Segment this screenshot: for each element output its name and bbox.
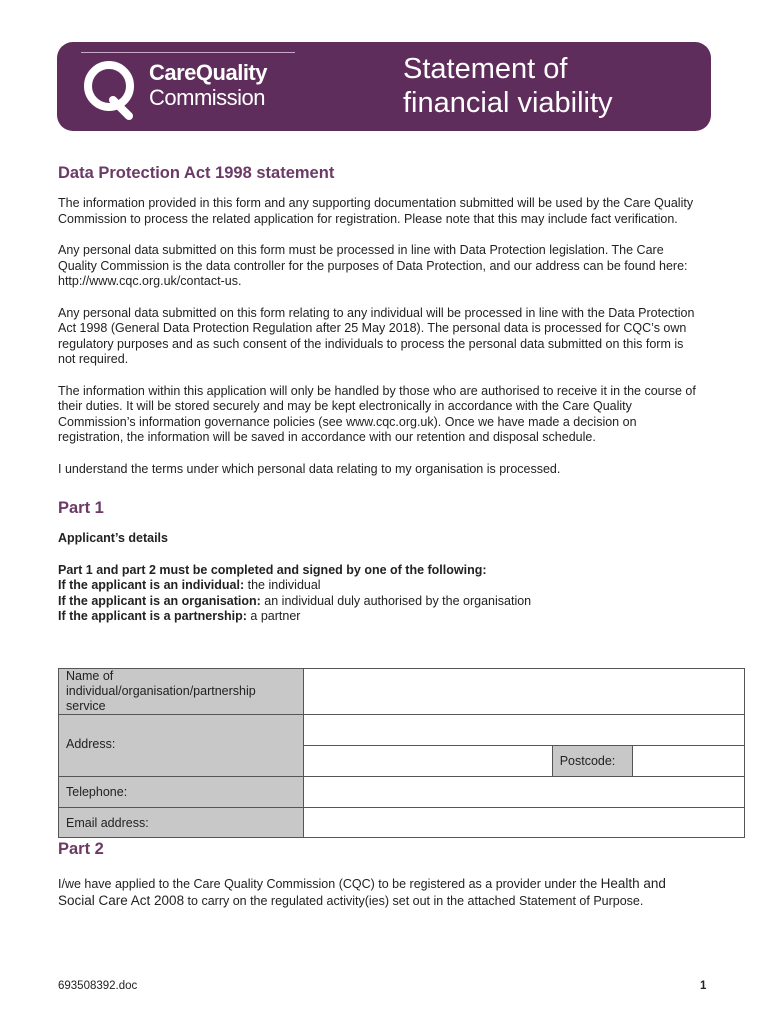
telephone-label: Telephone:: [59, 777, 304, 808]
rule-partnership-text: a partner: [246, 609, 301, 623]
applicant-details-subheading: Applicant’s details: [58, 531, 168, 545]
part-2-heading: Part 2: [58, 840, 104, 858]
part-2-text-after: to carry on the regulated activity(ies) set out in the attached Statement of Purpose.: [184, 893, 644, 908]
rule-individual-label: If the applicant is an individual:: [58, 578, 245, 592]
rule-partnership-label: If the applicant is a partnership:: [58, 609, 247, 623]
applicant-details-table: [58, 668, 745, 838]
rule-partnership: [58, 609, 698, 625]
logo-line-2: Commission: [149, 85, 266, 110]
header-banner: [57, 42, 711, 131]
footer-page-number: 1: [700, 980, 707, 992]
postcode-field[interactable]: [633, 746, 745, 777]
rule-organisation: [58, 594, 698, 610]
data-protection-heading: Data Protection Act 1998 statement: [58, 164, 335, 182]
data-protection-paragraph-2: Any personal data submitted on this form must be processed in line with Data Protection legislation. The Care Quality Commission is the data controller for the purposes of Data Protection, and our address can be found here: http://www.cqc.org.uk/contact-us.: [58, 243, 688, 288]
banner-rule: [81, 52, 295, 53]
address-label: Address:: [59, 715, 304, 777]
email-label: Email address:: [59, 808, 304, 838]
name-label: Name of individual/organisation/partnership service: [59, 669, 304, 715]
email-field[interactable]: [304, 808, 745, 838]
postcode-label: Postcode:: [552, 746, 633, 777]
part-1-instruction: Part 1 and part 2 must be completed and signed by one of the following:: [58, 562, 487, 577]
data-protection-paragraph-1: The information provided in this form and any supporting documentation submitted will be used by the Care Quality Commission to process the related application for registration. Please note that this may include fact verification.: [58, 196, 694, 226]
rule-individual-text: the individual: [244, 578, 321, 592]
rule-organisation-text: an individual duly authorised by the organisation: [260, 593, 532, 608]
part-2-statement: [58, 876, 698, 909]
document-title-line-2: financial viability: [403, 87, 613, 119]
part-1-heading: Part 1: [58, 499, 104, 517]
name-field[interactable]: [304, 669, 745, 715]
data-protection-paragraph-5: I understand the terms under which personal data relating to my organisation is processed.: [58, 461, 561, 476]
cqc-logo-wordmark: [149, 60, 267, 110]
cqc-logo-icon: [83, 56, 139, 120]
part-2-act-name: Health and Social Care Act 2008: [58, 876, 666, 908]
part-2-text-before: I/we have applied to the Care Quality Commission (CQC) to be registered as a provider under the: [58, 877, 601, 891]
document-title-line-1: Statement of: [403, 53, 568, 85]
logo-line-1: CareQuality: [149, 60, 267, 85]
telephone-field[interactable]: [304, 777, 745, 808]
data-protection-paragraph-3: Any personal data submitted on this form relating to any individual will be processed in line with the Data Protection Act 1998 (General Data Protection Regulation after 25 May 2018). The personal data is processed for CQC’s own regulatory purposes and as such consent of the individuals to process the personal data submitted on this form is not required.: [58, 305, 695, 366]
address-field-line-2[interactable]: [304, 746, 553, 777]
rule-individual: [58, 578, 698, 594]
document-title: [403, 52, 613, 120]
address-field-line-1[interactable]: [304, 715, 745, 746]
rule-organisation-label: If the applicant is an organisation:: [58, 593, 261, 608]
document-body: [58, 162, 698, 625]
part-2-section: [58, 838, 698, 909]
footer-document-name: 693508392.doc: [58, 980, 138, 992]
data-protection-paragraph-4: The information within this application will only be handled by those who are authorised to receive it in the course of their duties. It will be stored securely and may be kept electronically in accordance with the Care Quality Commission’s information governance policies (see www.cqc.org.uk). Once we have made a decision on registration, the information will be saved in accordance with our retention and disposal schedule.: [58, 383, 696, 444]
